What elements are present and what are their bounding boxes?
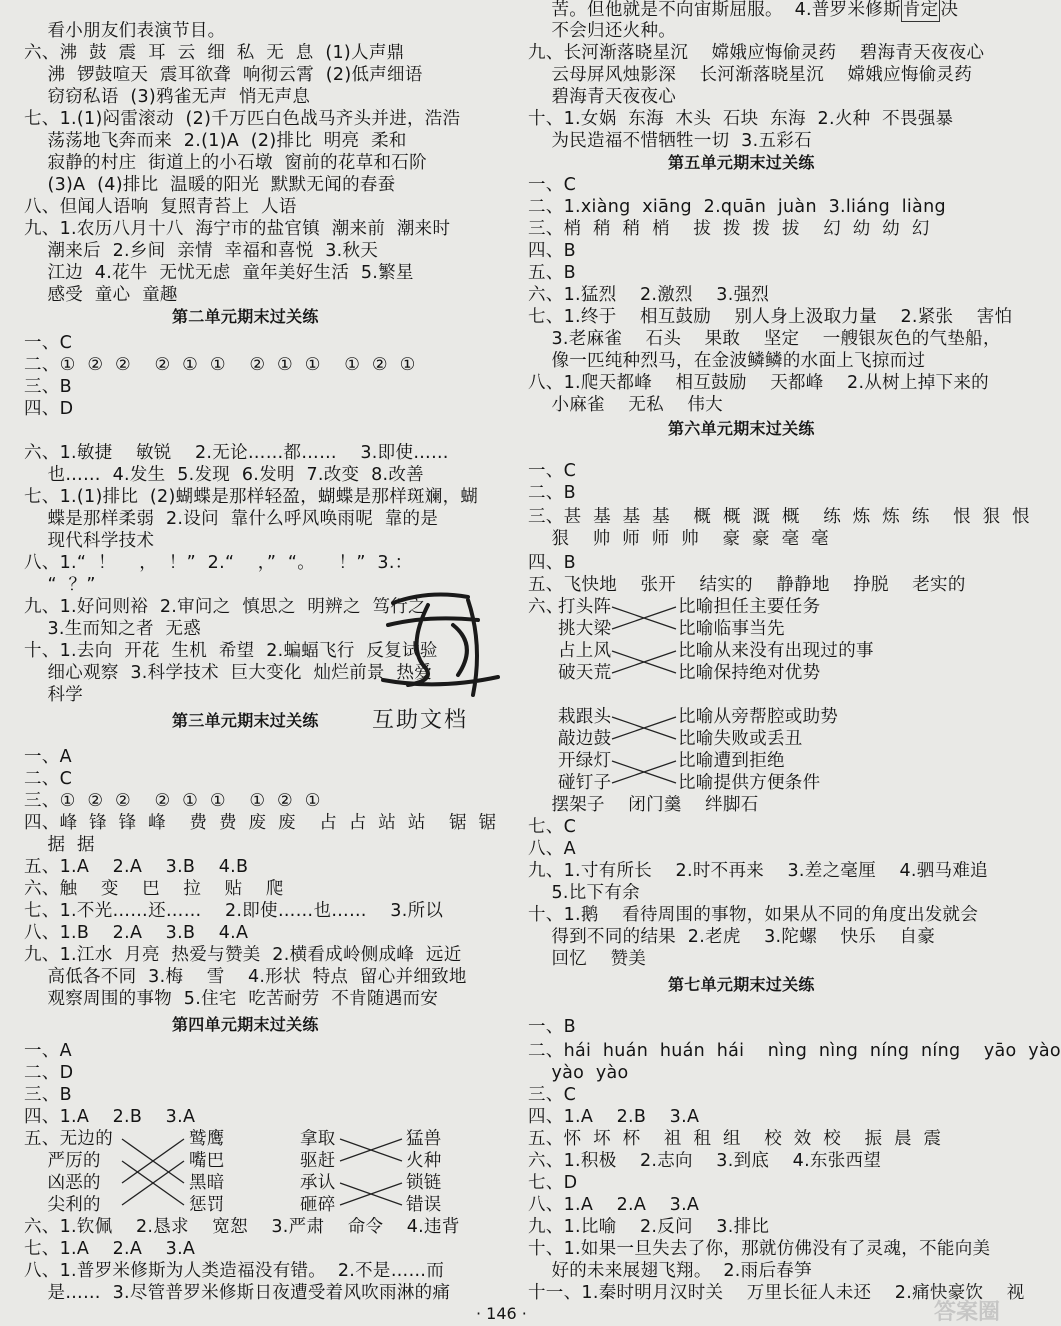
right-section-heading: 第七单元期末过关练 <box>668 975 815 994</box>
right-answer-line: 一、B <box>528 1017 576 1037</box>
match-word: 火种 <box>406 1151 442 1171</box>
right-answer-line: 二、B <box>528 483 576 503</box>
left-answer-line: 六、1.钦佩 2.恳求 宽恕 3.严肃 命令 4.违背 <box>24 1217 460 1237</box>
answer-text: 苦。但他就是不向宙斯屈服。 4.普罗米修斯 <box>528 0 901 20</box>
idiom-word: 打头阵 <box>558 597 612 617</box>
right-answer-line <box>528 0 958 22</box>
left-answer-line: 3.生而知之者 无惑 <box>24 619 202 639</box>
match-word: 黑暗 <box>189 1173 225 1193</box>
left-answer-line: 也…… 4.发生 5.发现 6.发明 7.改变 8.改善 <box>24 465 424 485</box>
right-answer-line: 九、1.比喻 2.反问 3.排比 <box>528 1217 770 1237</box>
left-answer-line: 一、A <box>24 747 72 767</box>
left-answer-line: 九、1.江水 月亮 热爱与赞美 2.横看成岭侧成峰 远近 <box>24 945 462 965</box>
left-answer-line: 八、但闻人语响 复照青苔上 人语 <box>24 197 297 217</box>
idiom-meaning: 比喻提供方便条件 <box>678 773 821 793</box>
left-answer-line: 五、1.A 2.A 3.B 4.B <box>24 857 249 877</box>
left-answer-line: 八、1.“ ！ ， ！” 2.“ ，” “。 ！” 3.： <box>24 553 413 573</box>
six-b-match-lines <box>528 0 529 1</box>
left-answer-line: 蝶是那样柔弱 2.设问 靠什么呼风唤雨呢 靠的是 <box>24 509 439 529</box>
left-answer-line: 感受 童心 童趣 <box>24 285 178 305</box>
question-label: 六、 <box>528 597 564 617</box>
left-answer-line: 潮来后 2.乡间 亲情 幸福和喜悦 3.秋天 <box>24 241 379 261</box>
right-answer-line: 九、长河渐落晓星沉 嫦娥应悔偷灵药 碧海青天夜夜心 <box>528 43 985 63</box>
right-section-heading: 第五单元期末过关练 <box>668 153 815 172</box>
left-answer-line: 观察周围的事物 5.住宅 吃苦耐劳 不肯随遇而安 <box>24 989 439 1009</box>
right-answer-line: 三、C <box>528 1085 577 1105</box>
idiom-word: 碰钉子 <box>558 773 612 793</box>
left-answer-line: 严厉的 <box>24 1151 101 1171</box>
left-answer-line: 据 据 <box>24 835 95 855</box>
left-answer-line: 窃窃私语 (3)鸦雀无声 悄无声息 <box>24 87 311 107</box>
match-word: 砸碎 <box>300 1195 336 1215</box>
left-answer-line: 六、触 变 巴 拉 贴 爬 <box>24 879 284 899</box>
left-answer-line: 寂静的村庄 街道上的小石墩 窗前的花草和石阶 <box>24 153 427 173</box>
right-answer-line: 十、1.女娲 东海 木头 石块 东海 2.火种 不畏强暴 <box>528 109 954 129</box>
left-section-heading: 第三单元期末过关练 <box>172 711 319 730</box>
right-answer-line: 得到不同的结果 2.老虎 3.陀螺 快乐 自豪 <box>528 927 936 947</box>
right-answer-line: yào yào <box>528 1063 629 1083</box>
left-answer-line: 尖利的 <box>24 1195 101 1215</box>
right-answer-line: 云母屏风烛影深 长河渐落晓星沉 嫦娥应悔偷灵药 <box>528 65 973 85</box>
right-answer-line: 四、1.A 2.B 3.A <box>528 1107 700 1127</box>
left-answer-line: “ ？” <box>24 575 96 595</box>
match-word: 惩罚 <box>189 1195 225 1215</box>
right-answer-line: 六、1.积极 2.志向 3.到底 4.东张西望 <box>528 1151 882 1171</box>
left-answer-line: 高低各不同 3.梅 雪 4.形状 特点 留心并细致地 <box>24 967 467 987</box>
left-answer-line: 七、1.(1)排比 (2)蝴蝶是那样轻盈，蝴蝶是那样斑斓，蝴 <box>24 487 479 507</box>
match-word: 拿取 <box>300 1129 336 1149</box>
left-answer-line: 四、D <box>24 399 74 419</box>
left-answer-line: 现代科学技术 <box>24 531 155 551</box>
left-answer-line: 三、① ② ② ② ① ① ① ② ① <box>24 791 321 811</box>
left-answer-line: 荡荡地飞奔而来 2.(1)A (2)排比 明亮 柔和 <box>24 131 407 151</box>
left-answer-line: 一、C <box>24 333 73 353</box>
idiom-meaning: 比喻从旁帮腔或助势 <box>678 707 839 727</box>
left-answer-line: 五、无边的 <box>24 1129 113 1149</box>
match-word: 猛兽 <box>406 1129 442 1149</box>
left-answer-line: 凶恶的 <box>24 1173 101 1193</box>
idiom-meaning: 比喻失败或丢丑 <box>678 729 803 749</box>
left-answer-line: 江边 4.花牛 无忧无虑 童年美好生活 5.繁星 <box>24 263 414 283</box>
page-number: · 146 · <box>476 1304 527 1323</box>
right-answer-line: 狠 帅 师 师 帅 豪 豪 毫 毫 <box>528 529 829 549</box>
left-match-lines <box>24 0 25 1</box>
right-answer-line: 十一、1.秦时明月汉时关 万里长征人未还 2.痛快豪饮 视 <box>528 1283 1025 1303</box>
left-answer-line: 四、1.A 2.B 3.A <box>24 1107 196 1127</box>
right-answer-line: 四、B <box>528 241 576 261</box>
answer-text: 摆架子 闭门羹 绊脚石 <box>528 795 759 815</box>
right-answer-line: 八、A <box>528 839 576 859</box>
left-answer-line: 一、A <box>24 1041 72 1061</box>
left-answer-line: 看小朋友们表演节目。 <box>24 21 226 41</box>
left-section-heading: 第二单元期末过关练 <box>172 307 319 326</box>
right-answer-line: 八、1.A 2.A 3.A <box>528 1195 700 1215</box>
idiom-word: 开绿灯 <box>558 751 612 771</box>
right-answer-line: 二、1.xiàng xiāng 2.quān juàn 3.liáng liàng <box>528 197 946 217</box>
right-answer-line: 碧海青天夜夜心 <box>528 87 677 107</box>
right-answer-line: 为民造福不惜牺牲一切 3.五彩石 <box>528 131 812 151</box>
watermark-glyph-icon <box>368 585 513 710</box>
idiom-word: 破天荒 <box>558 663 612 683</box>
right-answer-line: 四、B <box>528 553 576 573</box>
left-answer-line: 八、1.普罗米修斯为人类造福没有错。 2.不是……而 <box>24 1261 445 1281</box>
idiom-meaning: 比喻临事当先 <box>678 619 785 639</box>
right-answer-line: 像一匹纯种烈马，在金波鳞鳞的水面上飞掠而过 <box>528 351 926 371</box>
page-number-value: 146 <box>486 1304 517 1323</box>
left-answer-line: 六、1.敏捷 敏锐 2.无论……都…… 3.即使…… <box>24 443 449 463</box>
right-answer-line: 七、D <box>528 1173 578 1193</box>
right-answer-line: 三、梢 稍 稍 梢 拔 拨 拨 拔 幻 幼 幼 幻 <box>528 219 930 239</box>
right-answer-line: 一、C <box>528 175 577 195</box>
idiom-meaning: 比喻保持绝对优势 <box>678 663 821 683</box>
idiom-word: 栽跟头 <box>558 707 612 727</box>
left-answer-line: 科学 <box>24 685 84 705</box>
left-answer-line: 九、1.农历八月十八 海宁市的盐官镇 潮来前 潮来时 <box>24 219 451 239</box>
right-answer-line: 七、1.终于 相互鼓励 别人身上汲取力量 2.紧张 害怕 <box>528 307 1013 327</box>
left-answer-line: 是…… 3.尽管普罗米修斯日夜遭受着风吹雨淋的痛 <box>24 1283 451 1303</box>
idiom-meaning: 比喻从来没有出现过的事 <box>678 641 874 661</box>
right-answer-line: 回忆 赞美 <box>528 949 647 969</box>
idiom-meaning: 比喻遭到拒绝 <box>678 751 785 771</box>
corner-watermark: 答案圈 <box>933 1300 1000 1325</box>
right-answer-line: 二、hái huán huán hái nìng nìng níng níng yāo yào <box>528 1041 1061 1061</box>
right-answer-line: 七、C <box>528 817 577 837</box>
left-answer-line: (3)A (4)排比 温暖的阳光 默默无闻的春蚕 <box>24 175 396 195</box>
match-word: 嘴巴 <box>189 1151 225 1171</box>
boxed-word: 肯定 <box>902 0 939 20</box>
left-answer-line: 二、C <box>24 769 73 789</box>
left-answer-line: 七、1.A 2.A 3.A <box>24 1239 196 1259</box>
left-answer-line: 沸 锣鼓喧天 震耳欲聋 响彻云霄 (2)低声细语 <box>24 65 423 85</box>
right-answer-line: 小麻雀 无私 伟大 <box>528 395 723 415</box>
match-word: 驱赶 <box>300 1151 336 1171</box>
idiom-word: 敲边鼓 <box>558 729 612 749</box>
left-answer-line: 二、① ② ② ② ① ① ② ① ① ① ② ① <box>24 355 416 375</box>
right-answer-line: 五、怀 坏 杯 祖 租 组 校 效 校 振 晨 震 <box>528 1129 942 1149</box>
left-answer-line: 十、1.去向 开花 生机 希望 2.蝙蝠飞行 反复试验 <box>24 641 438 661</box>
right-answer-line: 3.老麻雀 石头 果敢 坚定 一艘银灰色的气垫船， <box>528 329 1001 349</box>
match-word: 锁链 <box>406 1173 442 1193</box>
right-answer-line: 九、1.寸有所长 2.时不再来 3.差之毫厘 4.驷马难追 <box>528 861 988 881</box>
match-word: 承认 <box>300 1173 336 1193</box>
answer-text: 决 <box>940 0 959 20</box>
left-answer-line: 九、1.好问则裕 2.审问之 慎思之 明辨之 笃行之 <box>24 597 426 617</box>
right-answer-line: 五、飞快地 张开 结实的 静静地 挣脱 老实的 <box>528 575 966 595</box>
left-answer-line: 七、1.(1)闷雷滚动 (2)千万匹白色战马齐头并进，浩浩 <box>24 109 461 129</box>
right-answer-line: 好的未来展翅飞翔。 2.雨后春笋 <box>528 1261 812 1281</box>
right-answer-line: 十、1.鹅 看待周围的事物，如果从不同的角度出发就会 <box>528 905 979 925</box>
left-section-heading: 第四单元期末过关练 <box>172 1015 319 1034</box>
watermark-stamp <box>368 585 513 735</box>
watermark-text: 互助文档 <box>372 708 469 733</box>
right-answer-line: 六、1.猛烈 2.激烈 3.强烈 <box>528 285 770 305</box>
right-answer-line: 5.比下有余 <box>528 883 640 903</box>
right-section-heading: 第六单元期末过关练 <box>668 419 815 438</box>
right-answer-line: 一、C <box>528 461 577 481</box>
left-answer-line: 细心观察 3.科学技术 巨大变化 灿烂前景 热爱 <box>24 663 433 683</box>
left-answer-line: 二、D <box>24 1063 74 1083</box>
idiom-word: 挑大梁 <box>558 619 612 639</box>
right-answer-line: 不会归还火种。 <box>528 21 677 41</box>
right-answer-line: 三、甚 基 基 基 概 概 溉 概 练 炼 炼 练 恨 狠 恨 <box>528 507 1030 527</box>
right-answer-line: 十、1.如果一旦失去了你，那就仿佛没有了灵魂，不能向美 <box>528 1239 991 1259</box>
right-answer-line: 五、B <box>528 263 576 283</box>
left-answer-line: 三、B <box>24 1085 72 1105</box>
match-word: 错误 <box>406 1195 442 1215</box>
left-answer-line: 六、沸 鼓 震 耳 云 细 私 无 息 (1)人声鼎 <box>24 43 405 63</box>
left-answer-line: 三、B <box>24 377 72 397</box>
idiom-meaning: 比喻担任主要任务 <box>678 597 821 617</box>
right-answer-line: 八、1.爬天都峰 相互鼓励 天都峰 2.从树上掉下来的 <box>528 373 989 393</box>
left-answer-line: 八、1.B 2.A 3.B 4.A <box>24 923 249 943</box>
match-word: 鹫鹰 <box>189 1129 225 1149</box>
idiom-word: 占上风 <box>558 641 612 661</box>
left-answer-line: 七、1.不光……还…… 2.即使……也…… 3.所以 <box>24 901 444 921</box>
left-answer-line: 四、峰 锋 锋 峰 费 费 废 废 占 占 站 站 锯 锯 <box>24 813 497 833</box>
